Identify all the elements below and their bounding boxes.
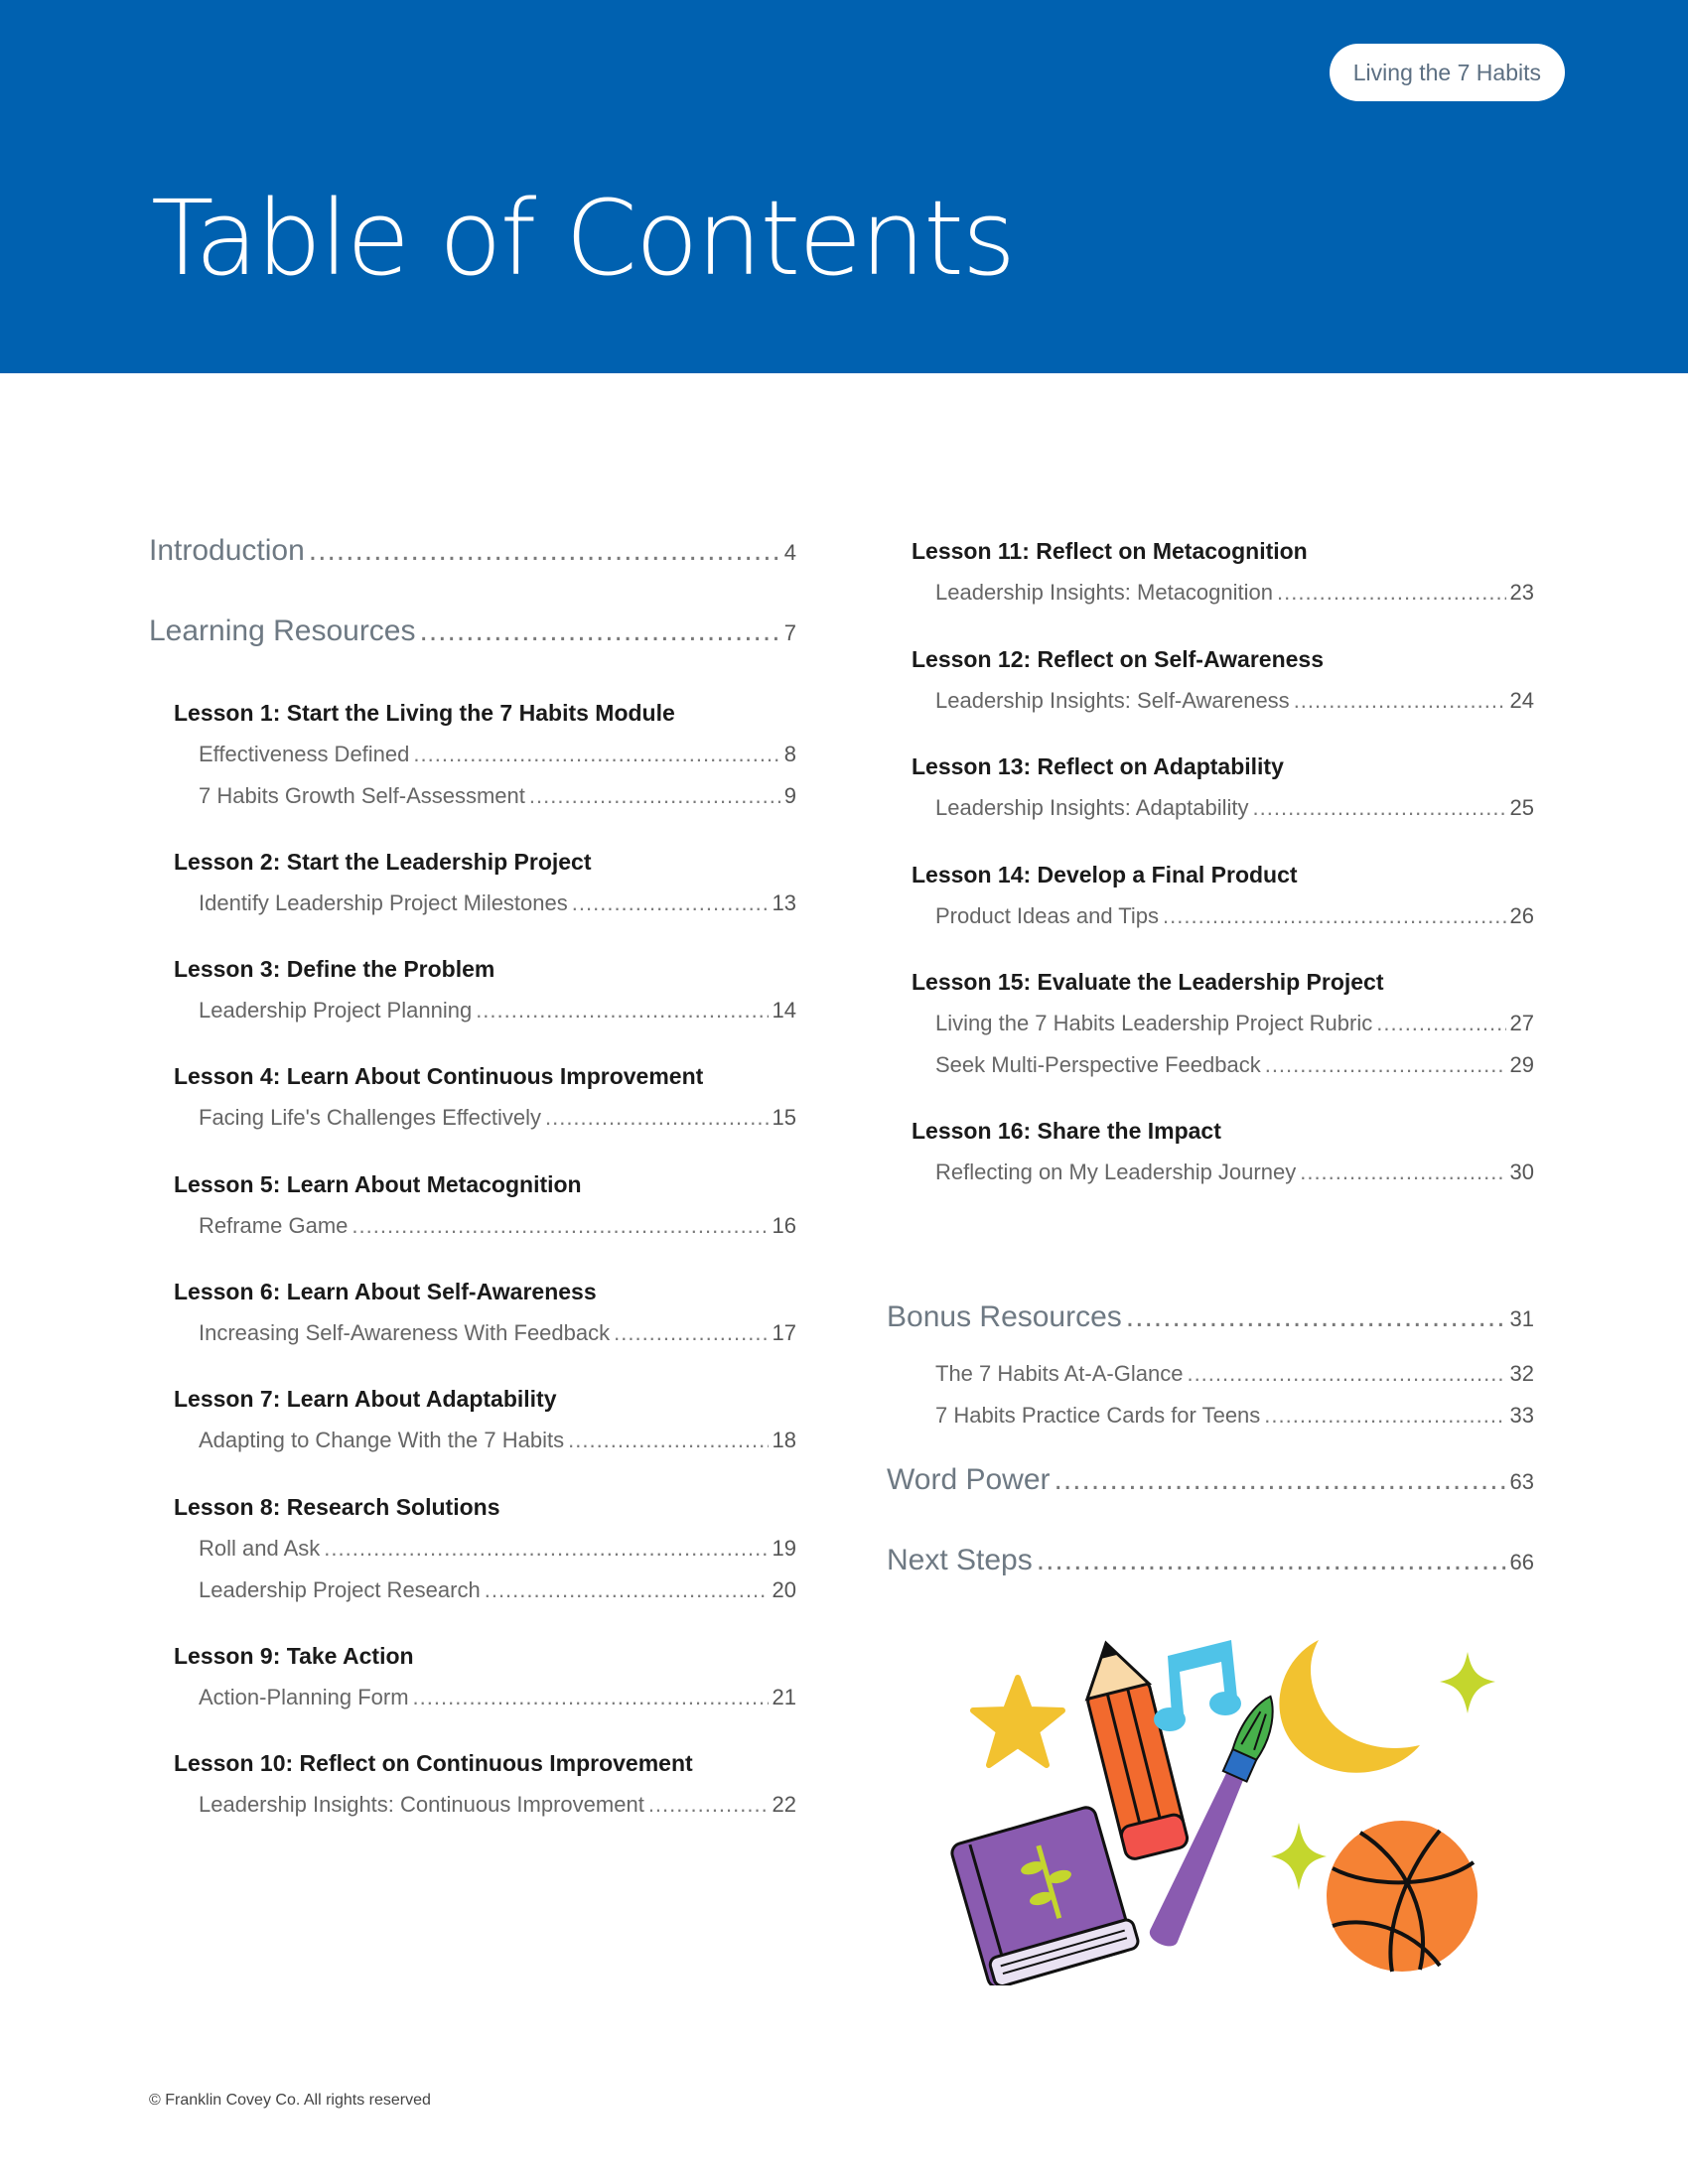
toc-sub-entry[interactable] [199, 890, 796, 916]
page-number: 16 [772, 1213, 796, 1238]
toc-entry-label: Product Ideas and Tips [935, 903, 1160, 928]
toc-sub-entry[interactable] [199, 742, 796, 767]
lesson-heading[interactable]: Lesson 2: Start the Leadership Project [174, 849, 592, 875]
toc-sub-entry[interactable] [935, 1160, 1534, 1185]
lesson-heading[interactable]: Lesson 5: Learn About Metacognition [174, 1171, 582, 1197]
toc-entry-label: Facing Life's Challenges Effectively [199, 1105, 541, 1130]
page-number: 4 [783, 540, 796, 565]
toc-entry-label: Next Steps [887, 1544, 1033, 1576]
page-number: 25 [1509, 795, 1534, 820]
toc-entry-label: The 7 Habits At-A-Glance [935, 1361, 1184, 1386]
lesson-heading[interactable]: Lesson 13: Reflect on Adaptability [912, 753, 1284, 779]
page-number: 27 [1509, 1011, 1534, 1035]
toc-entry-label: Identify Leadership Project Milestones [199, 890, 568, 915]
toc-sub-entry[interactable] [199, 1792, 796, 1818]
dot-leader [572, 890, 769, 916]
toc-sub-entry[interactable] [199, 1213, 796, 1239]
dot-leader [1253, 795, 1506, 821]
lesson-heading[interactable]: Lesson 9: Take Action [174, 1643, 414, 1669]
dot-leader [1055, 1463, 1506, 1497]
toc-sub-entry[interactable] [199, 1428, 796, 1453]
toc-sub-entry[interactable] [199, 1577, 796, 1603]
toc-entry-label: Bonus Resources [887, 1300, 1122, 1333]
dot-leader [1277, 580, 1506, 606]
dot-leader [529, 783, 780, 809]
toc-entry-label: Leadership Project Research [199, 1577, 481, 1602]
toc-sub-entry[interactable] [935, 688, 1534, 714]
toc-sub-entry[interactable] [935, 903, 1534, 929]
toc-entry-label: Reflecting on My Leadership Journey [935, 1160, 1297, 1184]
lesson-heading[interactable]: Lesson 15: Evaluate the Leadership Project [912, 969, 1384, 995]
toc-sub-entry[interactable] [935, 580, 1534, 606]
book-icon [950, 1804, 1140, 1985]
toc-entry-label: 7 Habits Practice Cards for Teens [935, 1403, 1261, 1428]
lesson-heading[interactable]: Lesson 16: Share the Impact [912, 1118, 1221, 1144]
toc-entry-label: Reframe Game [199, 1213, 349, 1238]
dot-leader [413, 742, 779, 767]
toc-sub-entry[interactable] [199, 1685, 796, 1710]
page-number: 20 [772, 1577, 796, 1602]
toc-sub-entry[interactable] [935, 1052, 1534, 1078]
copyright-footer: © Franklin Covey Co. All rights reserved [149, 2092, 431, 2109]
toc-entry-bonus-resources[interactable] [887, 1300, 1534, 1334]
header-banner [0, 0, 1688, 373]
page-number: 7 [783, 620, 796, 645]
toc-entry-introduction[interactable] [149, 534, 796, 568]
dot-leader [476, 998, 768, 1024]
toc-entry-label: Leadership Insights: Self-Awareness [935, 688, 1290, 713]
dot-leader [1265, 1052, 1506, 1078]
page-number: 15 [772, 1105, 796, 1130]
dot-leader [614, 1320, 768, 1346]
page-number: 23 [1509, 580, 1534, 605]
toc-entry-learning-resources[interactable] [149, 614, 796, 648]
decorative-illustration [943, 1628, 1519, 1985]
toc-entry-label: Leadership Insights: Metacognition [935, 580, 1273, 605]
dot-leader [324, 1536, 768, 1562]
lesson-heading[interactable]: Lesson 8: Research Solutions [174, 1494, 500, 1520]
dot-leader [485, 1577, 769, 1603]
toc-entry-word-power[interactable] [887, 1463, 1534, 1497]
toc-sub-entry[interactable] [935, 1403, 1534, 1429]
toc-entry-label: Living the 7 Habits Leadership Project Rubric [935, 1011, 1373, 1035]
toc-sub-entry[interactable] [199, 1105, 796, 1131]
toc-entry-label: Adapting to Change With the 7 Habits [199, 1428, 565, 1452]
toc-sub-entry[interactable] [199, 998, 796, 1024]
page-number: 13 [772, 890, 796, 915]
dot-leader [309, 534, 780, 568]
page-number: 21 [772, 1685, 796, 1709]
page-number: 18 [772, 1428, 796, 1452]
toc-entry-label: Word Power [887, 1463, 1051, 1496]
page-number: 29 [1509, 1052, 1534, 1077]
dot-leader [568, 1428, 768, 1453]
dot-leader [1163, 903, 1505, 929]
lesson-heading[interactable]: Lesson 6: Learn About Self-Awareness [174, 1279, 597, 1304]
toc-sub-entry[interactable] [935, 795, 1534, 821]
toc-sub-entry[interactable] [199, 1320, 796, 1346]
toc-entry-label: Leadership Insights: Continuous Improvement [199, 1792, 644, 1817]
page-number: 31 [1509, 1306, 1534, 1331]
toc-entry-label: Seek Multi-Perspective Feedback [935, 1052, 1261, 1077]
moon-icon [1279, 1640, 1420, 1773]
dot-leader [648, 1792, 769, 1818]
page-number: 66 [1509, 1550, 1534, 1574]
dot-leader [1037, 1544, 1506, 1577]
toc-sub-entry[interactable] [199, 1536, 796, 1562]
page-number: 8 [783, 742, 796, 766]
page-number: 14 [772, 998, 796, 1023]
toc-sub-entry[interactable] [199, 783, 796, 809]
page-number: 32 [1509, 1361, 1534, 1386]
toc-entry-label: Leadership Insights: Adaptability [935, 795, 1249, 820]
dot-leader [352, 1213, 768, 1239]
page-number: 17 [772, 1320, 796, 1345]
lesson-heading[interactable]: Lesson 4: Learn About Continuous Improvement [174, 1063, 704, 1089]
toc-entry-label: Introduction [149, 534, 305, 567]
toc-entry-label: Effectiveness Defined [199, 742, 410, 766]
lesson-heading[interactable]: Lesson 10: Reflect on Continuous Improvement [174, 1750, 693, 1776]
dot-leader [1264, 1403, 1505, 1429]
lesson-heading[interactable]: Lesson 1: Start the Living the 7 Habits Module [174, 700, 675, 726]
page-number: 63 [1509, 1469, 1534, 1494]
toc-entry-next-steps[interactable] [887, 1544, 1534, 1577]
page-number: 9 [783, 783, 796, 808]
lesson-heading[interactable]: Lesson 7: Learn About Adaptability [174, 1386, 557, 1412]
lesson-heading[interactable]: Lesson 12: Reflect on Self-Awareness [912, 646, 1324, 672]
page-title: Table of Contents [151, 178, 1015, 299]
lesson-heading[interactable]: Lesson 11: Reflect on Metacognition [912, 538, 1308, 564]
page-number: 19 [772, 1536, 796, 1561]
dot-leader [1376, 1011, 1505, 1036]
toc-entry-label: Action-Planning Form [199, 1685, 409, 1709]
toc-entry-label: Increasing Self-Awareness With Feedback [199, 1320, 611, 1345]
lesson-heading[interactable]: Lesson 14: Develop a Final Product [912, 862, 1298, 887]
page-number: 33 [1509, 1403, 1534, 1428]
dot-leader [1300, 1160, 1505, 1185]
toc-entry-label: Learning Resources [149, 614, 416, 647]
toc-sub-entry[interactable] [935, 1361, 1534, 1387]
star-icon [973, 1678, 1062, 1765]
dot-leader [1187, 1361, 1505, 1387]
basketball-icon [1327, 1821, 1477, 1972]
toc-sub-entry[interactable] [935, 1011, 1534, 1036]
music-note-icon [1154, 1640, 1241, 1731]
page-number: 22 [772, 1792, 796, 1817]
page-number: 24 [1509, 688, 1534, 713]
dot-leader [413, 1685, 769, 1710]
dot-leader [1294, 688, 1506, 714]
dot-leader [420, 614, 780, 648]
toc-entry-label: Roll and Ask [199, 1536, 321, 1561]
dot-leader [545, 1105, 769, 1131]
lesson-heading[interactable]: Lesson 3: Define the Problem [174, 956, 495, 982]
module-badge: Living the 7 Habits [1330, 44, 1565, 101]
page-number: 26 [1509, 903, 1534, 928]
toc-entry-label: Leadership Project Planning [199, 998, 473, 1023]
dot-leader [1126, 1300, 1506, 1334]
toc-entry-label: 7 Habits Growth Self-Assessment [199, 783, 525, 808]
page-number: 30 [1509, 1160, 1534, 1184]
